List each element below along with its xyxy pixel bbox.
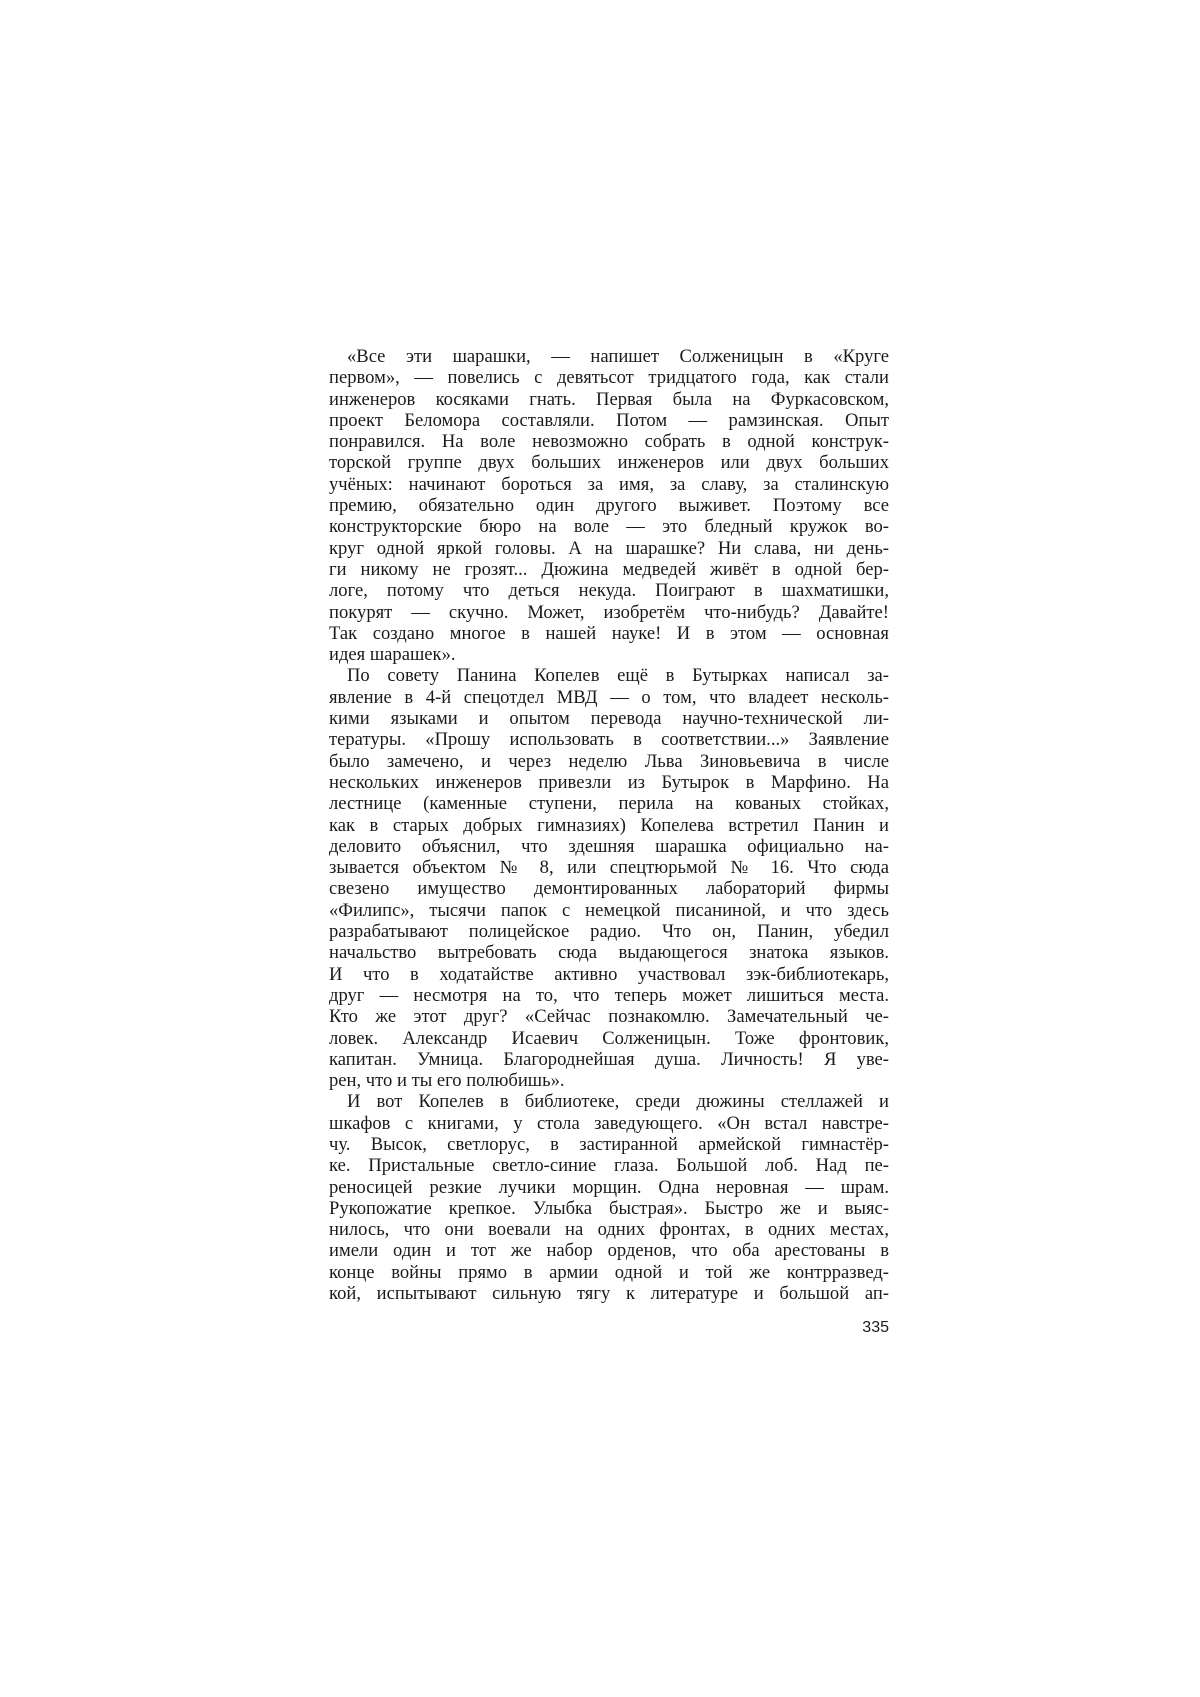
text-line: ловек. Александр Исаевич Солженицын. Тоже фронтовик,	[329, 1027, 889, 1049]
text-line: зывается объектом № 8, или спецтюрьмой № 16. Что сюда	[329, 857, 889, 879]
paragraph	[329, 665, 889, 1091]
text-line: свезено имущество демонтированных лабораторий фирмы	[329, 878, 889, 900]
text-line: круг одной яркой головы. А на шарашке? Ни слава, ни день-	[329, 537, 889, 559]
text-line: учёных: начинают бороться за имя, за славу, за сталинскую	[329, 473, 889, 495]
body-text	[329, 346, 889, 1304]
text-line: чу. Высок, светлорус, в застиранной армейской гимнастёр-	[329, 1133, 889, 1155]
text-line: идея шарашек».	[329, 644, 456, 666]
text-line: конструкторские бюро на воле — это бледный кружок во-	[329, 516, 889, 538]
text-line: капитан. Умница. Благороднейшая душа. Личность! Я уве-	[329, 1048, 889, 1070]
text-line: Так создано многое в нашей науке! И в этом — основная	[329, 622, 889, 644]
text-line: было замечено, и через неделю Льва Зиновьевича в числе	[329, 750, 889, 772]
text-line: По совету Панина Копелев ещё в Бутырках написал за-	[347, 665, 889, 687]
text-line: И вот Копелев в библиотеке, среди дюжины стеллажей и	[347, 1091, 889, 1113]
text-line: И что в ходатайстве активно участвовал зэк-библиотекарь,	[329, 963, 889, 985]
text-line: явление в 4-й спецотдел МВД — о том, что владеет несколь-	[329, 686, 889, 708]
text-line: премию, обязательно один другого выживет. Поэтому все	[329, 495, 889, 517]
text-line: шкафов с книгами, у стола заведующего. «Он встал навстре-	[329, 1112, 889, 1134]
text-line: первом», — повелись с девятьсот тридцатого года, как стали	[329, 367, 889, 389]
text-line: ги никому не грозят... Дюжина медведей живёт в одной бер-	[329, 558, 889, 580]
text-line: ке. Пристальные светло-синие глаза. Большой лоб. Над пе-	[329, 1155, 889, 1177]
text-line: проект Беломора составляли. Потом — рамзинская. Опыт	[329, 409, 889, 431]
page-number: 335	[862, 1319, 889, 1336]
text-line: как в старых добрых гимназиях) Копелева встретил Панин и	[329, 814, 889, 836]
paragraph	[329, 346, 889, 665]
text-line: тературы. «Прошу использовать в соответствии...» Заявление	[329, 729, 889, 751]
text-line: инженеров косяками гнать. Первая была на Фуркасовском,	[329, 388, 889, 410]
paragraph	[329, 1091, 889, 1304]
text-line: кой, испытывают сильную тягу к литературе и большой ап-	[329, 1283, 889, 1305]
text-line: кими языками и опытом перевода научно-технической ли-	[329, 708, 889, 730]
text-line: лестнице (каменные ступени, перила на кованых стойках,	[329, 793, 889, 815]
text-line: имели один и тот же набор орденов, что оба арестованы в	[329, 1240, 889, 1262]
text-line: понравился. На воле невозможно собрать в одной конструк-	[329, 431, 889, 453]
text-line: покурят — скучно. Может, изобретём что-нибудь? Давайте!	[329, 601, 889, 623]
text-line: торской группе двух больших инженеров или двух больших	[329, 452, 889, 474]
text-line: реносицей резкие лучики морщин. Одна неровная — шрам.	[329, 1176, 889, 1198]
text-line: деловито объяснил, что здешняя шарашка официально на-	[329, 835, 889, 857]
text-line: логе, потому что деться некуда. Поиграют в шахматишки,	[329, 580, 889, 602]
text-line: Кто же этот друг? «Сейчас познакомлю. Замечательный че-	[329, 1006, 889, 1028]
text-line: «Все эти шарашки, — напишет Солженицын в «Круге	[347, 346, 889, 367]
text-line: рен, что и ты его полюбишь».	[329, 1070, 565, 1092]
text-line: нилось, что они воевали на одних фронтах, в одних местах,	[329, 1219, 889, 1241]
text-line: разрабатывают полицейское радио. Что он, Панин, убедил	[329, 921, 889, 943]
text-line: «Филипс», тысячи папок с немецкой писаниной, и что здесь	[329, 899, 889, 921]
text-line: начальство вытребовать сюда выдающегося знатока языков.	[329, 942, 889, 964]
text-line: конце войны прямо в армии одной и той же контрразвед-	[329, 1261, 889, 1283]
text-line: друг — несмотря на то, что теперь может лишиться места.	[329, 984, 889, 1006]
text-line: Рукопожатие крепкое. Улыбка быстрая». Быстро же и выяс-	[329, 1197, 889, 1219]
text-line: нескольких инженеров привезли из Бутырок в Марфино. На	[329, 771, 889, 793]
